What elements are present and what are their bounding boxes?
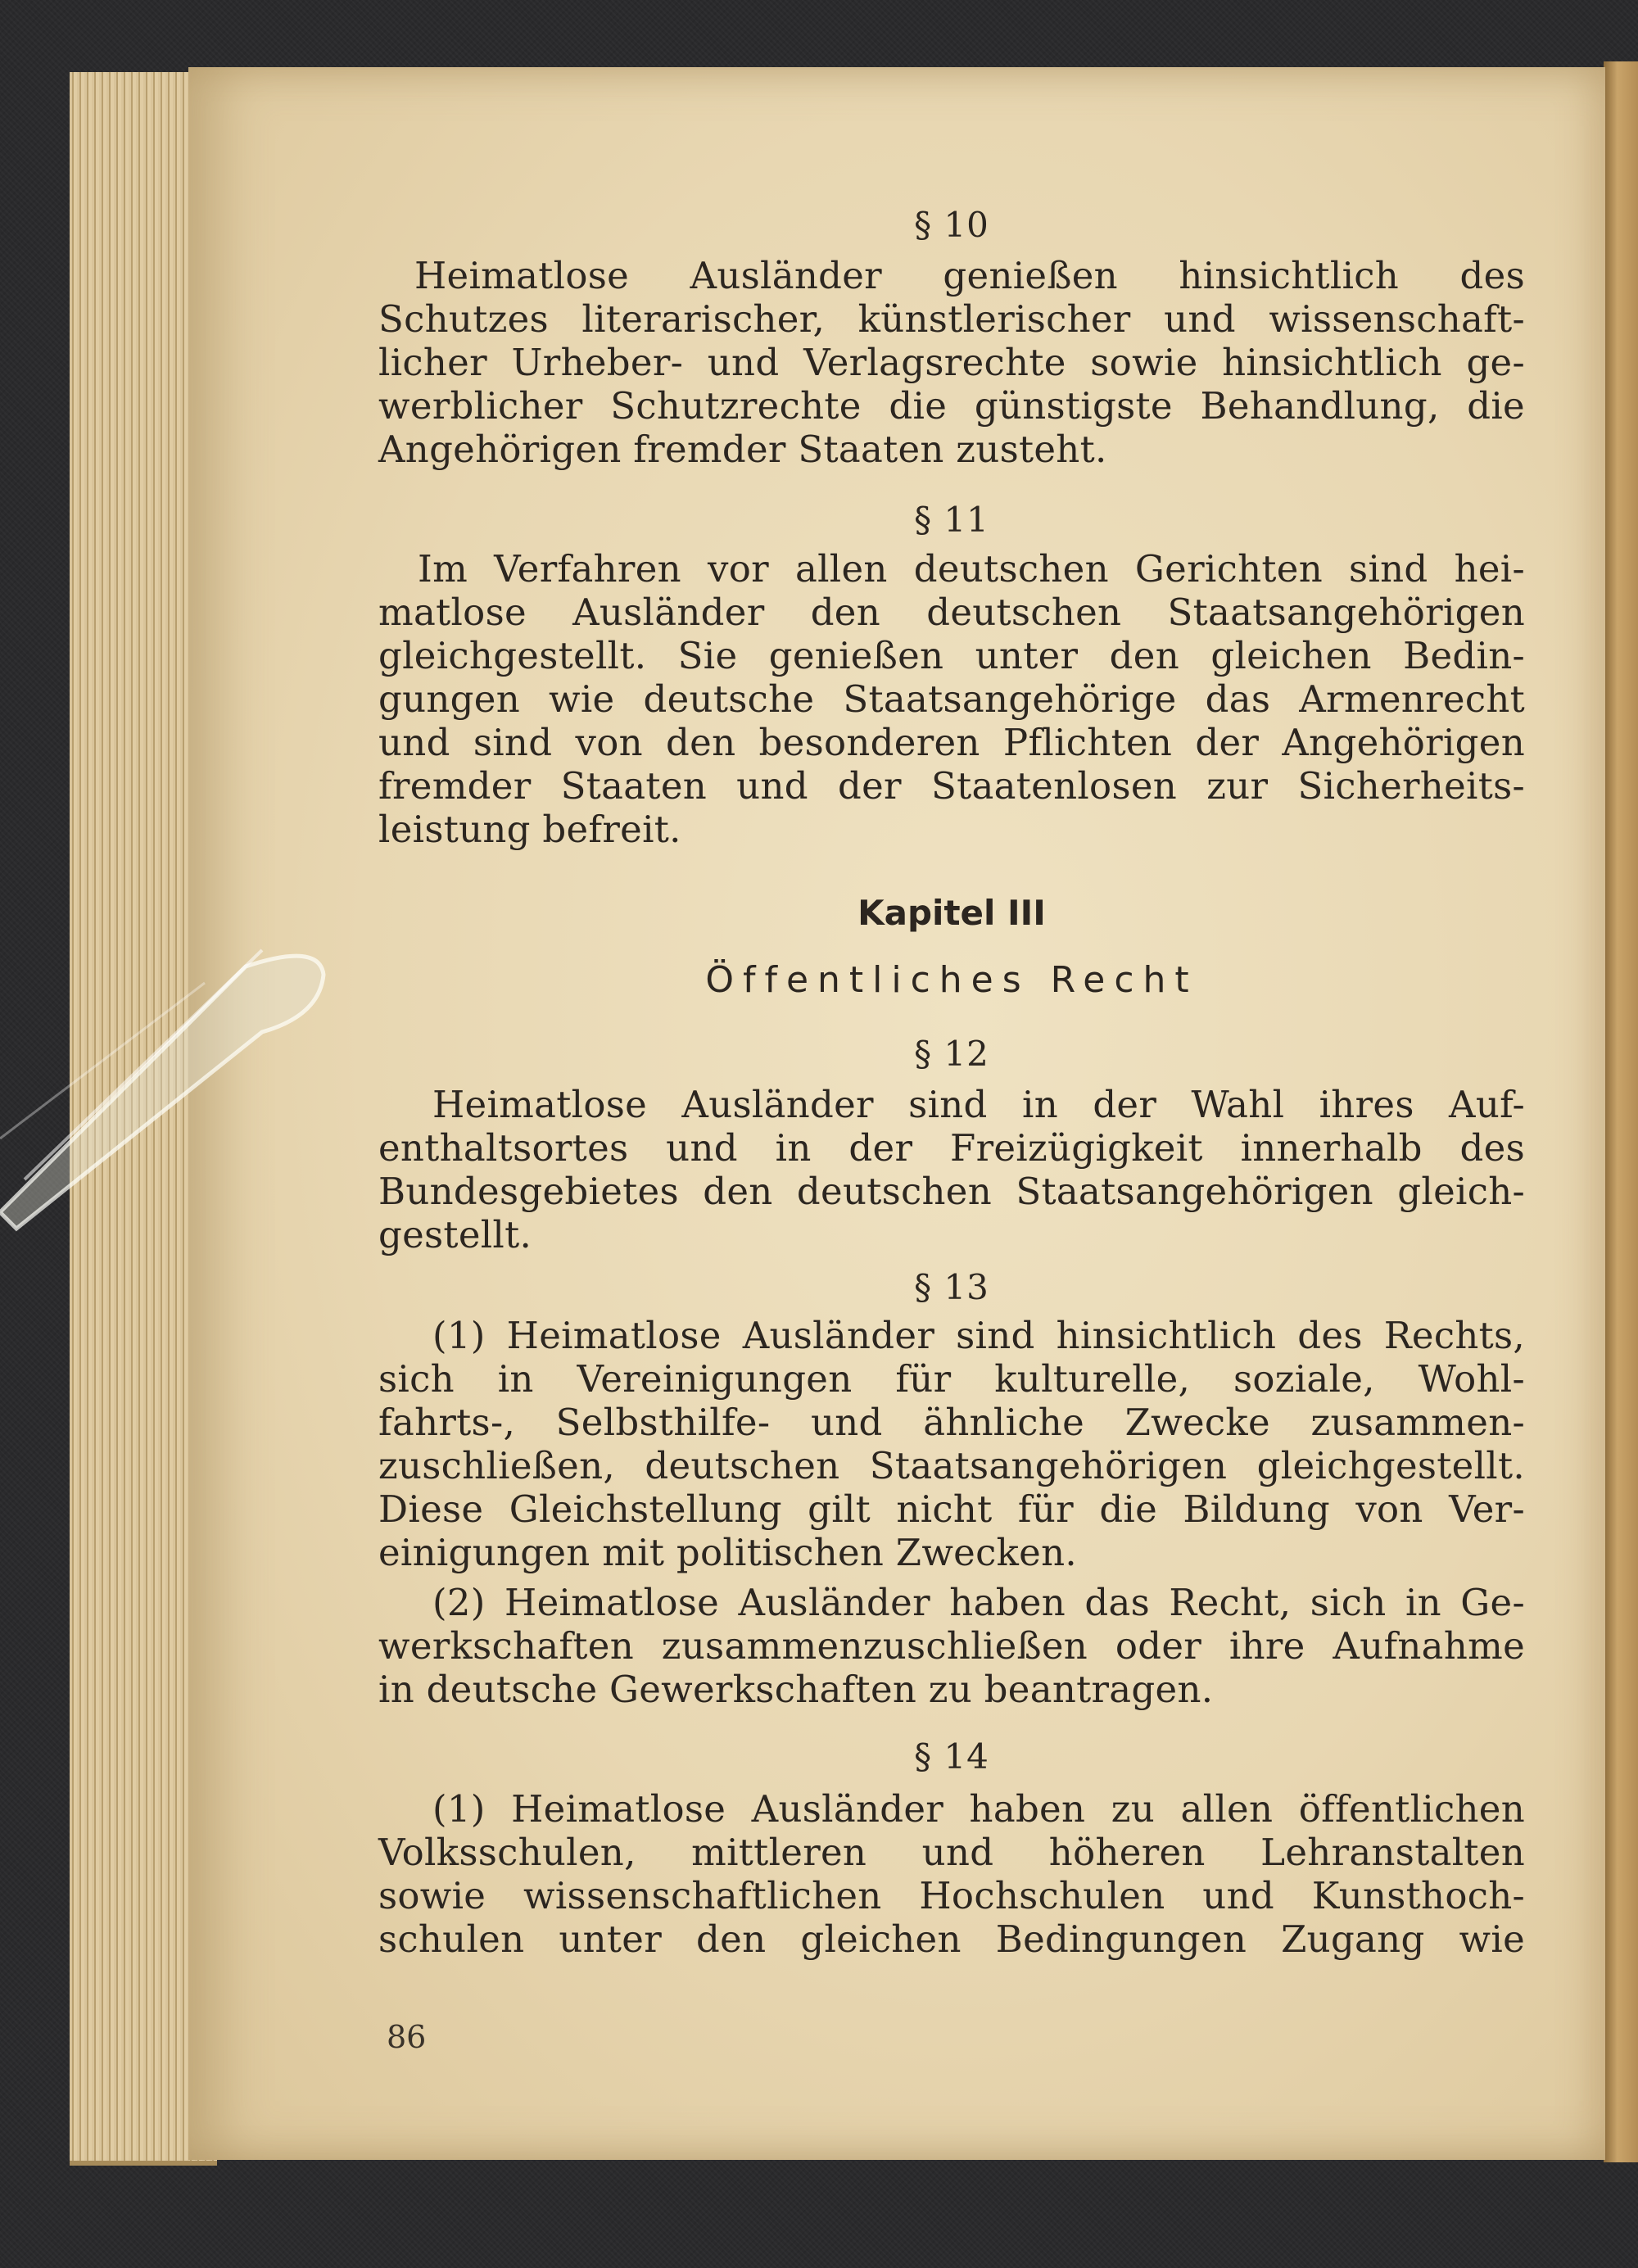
- text-line: schulen unter den gleichen Bedingungen Zugang wie: [378, 1917, 1525, 1961]
- section-13-body-1: [378, 1314, 1525, 1574]
- text-line: sowie wissenschaftlichen Hochschulen und Kunsthoch-: [378, 1874, 1525, 1917]
- text-line: gestellt.: [378, 1213, 532, 1256]
- section-13-heading: § 13: [914, 1267, 989, 1307]
- text-line: einigungen mit politischen Zwecken.: [378, 1531, 1077, 1574]
- text-line: werkschaften zusammenzuschließen oder ihre Aufnahme: [378, 1624, 1525, 1668]
- text-line: matlose Ausländer den deutschen Staatsangehörigen: [378, 591, 1525, 634]
- chapter-title: Kapitel III: [857, 893, 1046, 933]
- facing-page-edge: [1604, 61, 1638, 2162]
- text-line: Heimatlose Ausländer sind in der Wahl ihres Auf-: [432, 1083, 1525, 1126]
- text-line: Im Verfahren vor allen deutschen Gerichten sind hei-: [418, 547, 1525, 591]
- text-line: (1) Heimatlose Ausländer haben zu allen öffentlichen: [432, 1787, 1525, 1831]
- section-12-body: [378, 1083, 1525, 1256]
- text-line: Bundesgebietes den deutschen Staatsangehörigen gleich-: [378, 1170, 1525, 1213]
- text-line: (2) Heimatlose Ausländer haben das Recht, sich in Ge-: [432, 1581, 1525, 1624]
- text-line: sich in Vereinigungen für kulturelle, soziale, Wohl-: [378, 1357, 1525, 1401]
- section-12-heading: § 12: [914, 1034, 989, 1074]
- section-10-heading: § 10: [914, 205, 989, 245]
- chapter-subtitle: Öffentliches Recht: [705, 959, 1198, 1001]
- section-14-heading: § 14: [914, 1736, 989, 1777]
- text-line: Heimatlose Ausländer genießen hinsichtlich des: [414, 254, 1525, 297]
- text-line: gleichgestellt. Sie genießen unter den gleichen Bedin-: [378, 634, 1525, 677]
- section-10-body: [378, 254, 1525, 471]
- text-line: fahrts-, Selbsthilfe- und ähnliche Zwecke zusammen-: [378, 1401, 1525, 1444]
- text-line: und sind von den besonderen Pflichten der Angehörigen: [378, 721, 1525, 764]
- text-line: werblicher Schutzrechte die günstigste Behandlung, die: [378, 384, 1525, 428]
- text-line: enthaltsortes und in der Freizügigkeit innerhalb des: [378, 1126, 1525, 1170]
- text-line: zuschließen, deutschen Staatsangehörigen gleichgestellt.: [378, 1444, 1525, 1487]
- text-line: in deutsche Gewerkschaften zu beantragen.: [378, 1668, 1214, 1711]
- text-line: Schutzes literarischer, künstlerischer und wissenschaft-: [378, 297, 1525, 341]
- page-number: 86: [387, 2019, 427, 2055]
- section-11-heading: § 11: [914, 500, 989, 540]
- text-line: Volksschulen, mittleren und höheren Lehranstalten: [378, 1831, 1525, 1874]
- text-line: (1) Heimatlose Ausländer sind hinsichtlich des Rechts,: [432, 1314, 1525, 1357]
- section-11-body: [378, 547, 1525, 851]
- section-14-body: [378, 1787, 1525, 1961]
- text-line: licher Urheber- und Verlagsrechte sowie hinsichtlich ge-: [378, 341, 1525, 384]
- text-line: fremder Staaten und der Staatenlosen zur Sicherheits-: [378, 764, 1525, 808]
- section-13-body-2: [378, 1581, 1525, 1711]
- text-line: Diese Gleichstellung gilt nicht für die Bildung von Ver-: [378, 1487, 1525, 1531]
- text-line: leistung befreit.: [378, 808, 681, 851]
- text-line: Angehörigen fremder Staaten zusteht.: [378, 428, 1107, 471]
- text-line: gungen wie deutsche Staatsangehörige das Armenrecht: [378, 677, 1525, 721]
